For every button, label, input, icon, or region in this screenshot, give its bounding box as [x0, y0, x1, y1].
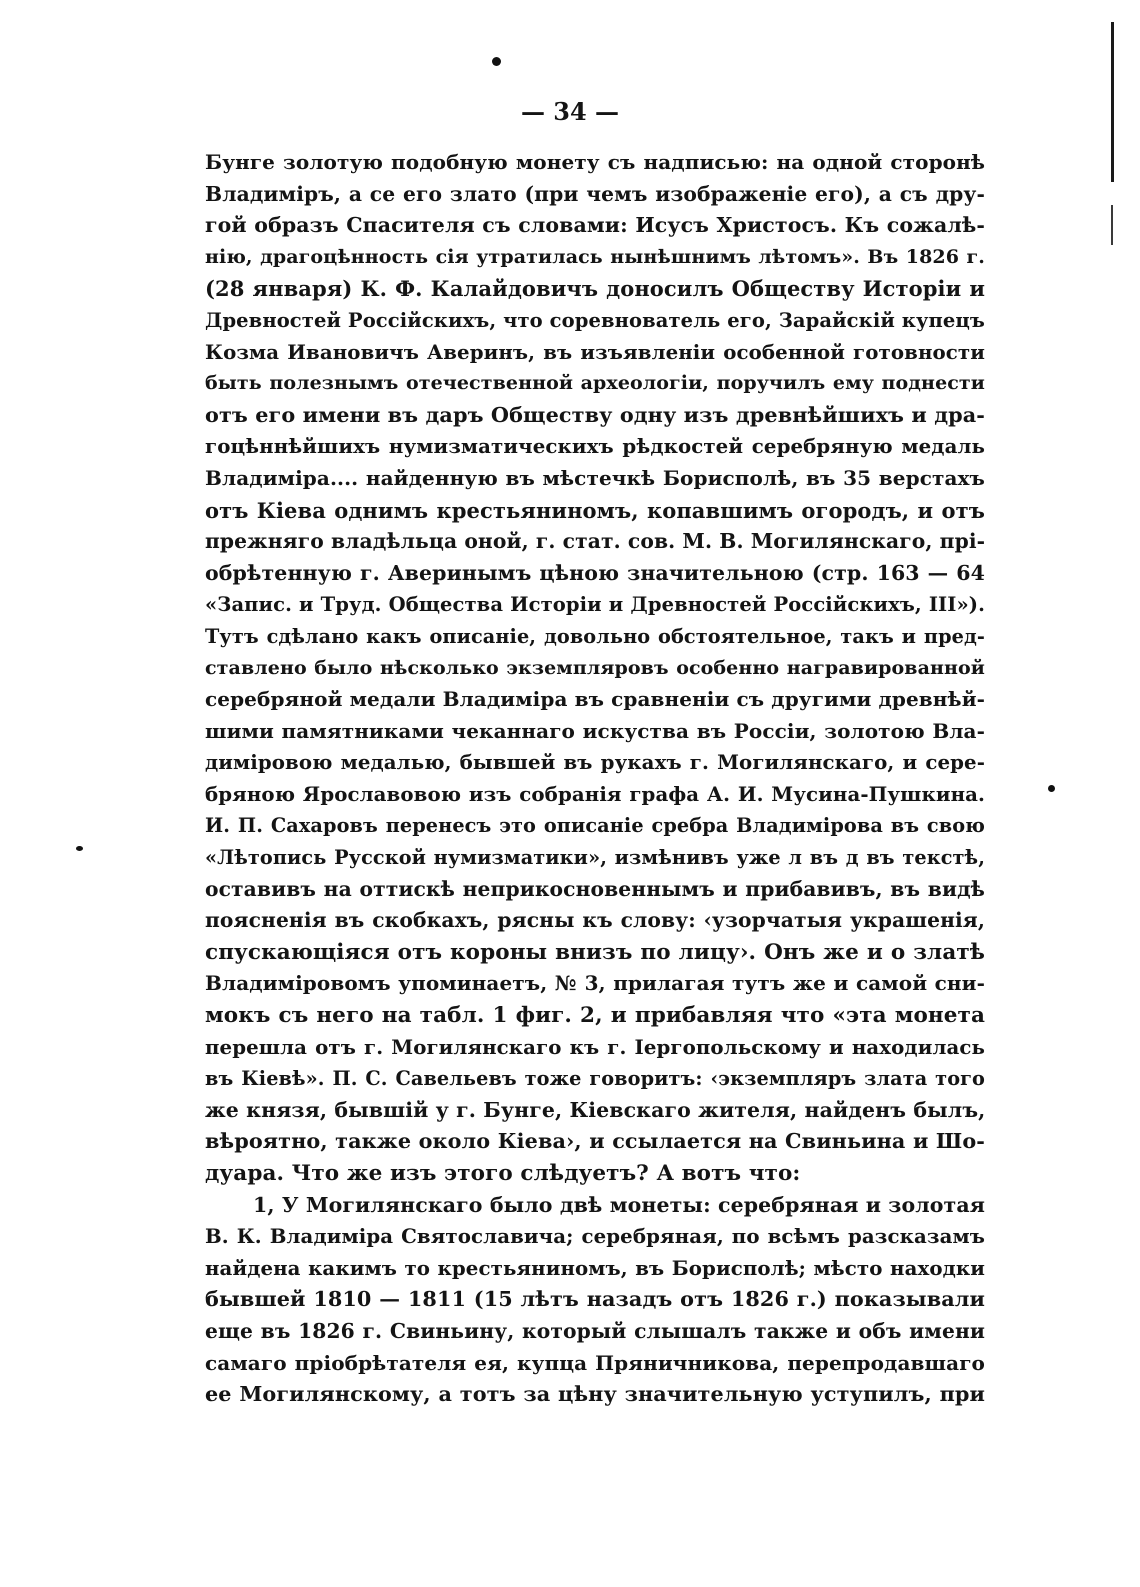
- text-line: вѣроятно, также около Кiева›, и ссылается на Свиньина и Шо-: [205, 1129, 985, 1154]
- text-line: серебряной медали Владимiра въ сравненiи съ другими древнѣй-: [205, 687, 985, 712]
- text-line: оставивъ на оттискѣ неприкосновеннымъ и прибавивъ, въ видѣ: [205, 876, 985, 901]
- text-line: Владимiра.... найденную въ мѣстечкѣ Борисполѣ, въ 35 верстахъ: [205, 465, 985, 490]
- text-line: Древностей Россiйскихъ, что соревнователь его, Зарайскiй купецъ: [205, 308, 985, 332]
- text-line: перешла отъ г. Могилянскаго къ г. Iергопольскому и находилась: [205, 1034, 985, 1059]
- text-line: димiровою медалью, бывшей въ рукахъ г. Могилянскаго, и сере-: [205, 750, 985, 775]
- page-number: — 34 —: [520, 97, 620, 126]
- text-line: И. П. Сахаровъ перенесъ это описанiе сребра Владимiрова въ свою: [205, 814, 985, 838]
- text-line: прежняго владѣльца оной, г. стат. сов. М. В. Могилянскаго, прi-: [205, 529, 985, 554]
- ink-speck: [76, 846, 83, 851]
- text-line: гоцѣннѣйшихъ нумизматическихъ рѣдкостей серебряную медаль: [205, 434, 985, 459]
- text-line: найдена какимъ то крестьяниномъ, въ Борисполѣ; мѣсто находки: [205, 1255, 985, 1280]
- text-line: Владимiровомъ упоминаетъ, № 3, прилагая тутъ же и самой сни-: [205, 971, 985, 996]
- text-line: Тутъ сдѣлано какъ описанiе, довольно обстоятельное, такъ и пред-: [205, 624, 985, 648]
- text-line: (28 января) К. Ф. Калайдовичъ доносилъ Обществу Исторiи и: [205, 276, 985, 302]
- text-line: поясненiя въ скобкахъ, рясны къ слову: ‹узорчатыя украшенiя,: [205, 908, 985, 933]
- text-line: «Запис. и Труд. Общества Исторiи и Древностей Россiйскихъ, III»).: [205, 593, 985, 617]
- text-line: мокъ съ него на табл. 1 фиг. 2, и прибавляя что «эта монета: [205, 1003, 985, 1029]
- ink-speck: [492, 57, 501, 66]
- text-line: нiю, драгоцѣнность сiя утратилась нынѣшнимъ лѣтомъ». Въ 1826 г.: [205, 245, 985, 268]
- text-line: бывшей 1810 — 1811 (15 лѣтъ назадъ отъ 1826 г.) показывали: [205, 1287, 985, 1312]
- text-line: спускающiяся отъ короны внизъ по лицу›. Онъ же и о златѣ: [205, 939, 985, 965]
- text-line: «Лѣтопись Русской нумизматики», измѣнивъ уже л въ д въ текстѣ,: [205, 846, 985, 870]
- text-line: гой образъ Спасителя съ словами: Исусъ Христосъ. Къ сожалѣ-: [205, 213, 985, 238]
- body-text: [205, 147, 985, 1411]
- text-line: отъ Кiева однимъ крестьяниномъ, копавшимъ огородъ, и отъ: [205, 497, 985, 523]
- text-line: Бунге золотую подобную монету съ надписью: на одной сторонѣ: [205, 150, 985, 174]
- text-line: 1, У Могилянскаго было двѣ монеты: серебряная и золотая: [253, 1192, 985, 1217]
- text-line: Козма Ивановичъ Аверинъ, въ изъявленiи особенной готовности: [205, 339, 985, 364]
- text-line: еще въ 1826 г. Свиньину, который слышалъ также и объ имени: [205, 1318, 985, 1343]
- text-line: ее Могилянскому, а тотъ за цѣну значительную уступилъ, при: [205, 1382, 985, 1407]
- text-line: же князя, бывшiй у г. Бунге, Кiевскаго жителя, найденъ былъ,: [205, 1097, 985, 1122]
- text-line: ставлено было нѣсколько экземпляровъ особенно награвированной: [205, 656, 985, 679]
- text-line: Владимiръ, а се его злато (при чемъ изображенiе его), а съ дру-: [205, 181, 985, 206]
- text-line: обрѣтенную г. Аверинымъ цѣною значительною (стр. 163 — 64: [205, 560, 985, 585]
- text-line: дуара. Что же изъ этого слѣдуетъ? А вотъ что:: [205, 1161, 801, 1186]
- text-line: В. К. Владимiра Святославича; серебряная, по всѣмъ разсказамъ: [205, 1224, 985, 1249]
- text-line: шими памятниками чеканнаго искуства въ Россiи, золотою Вла-: [205, 718, 985, 743]
- text-line: отъ его имени въ даръ Обществу одну изъ древнѣйшихъ и дра-: [205, 402, 985, 427]
- text-line: самаго прiобрѣтателя ея, купца Пряничникова, перепродавшаго: [205, 1350, 985, 1375]
- text-line: быть полезнымъ отечественной археологiи, поручилъ ему поднести: [205, 372, 985, 395]
- scan-edge-line-lower: [1111, 205, 1113, 245]
- text-line: въ Кiевѣ». П. С. Савельевъ тоже говоритъ: ‹экземпляръ злата того: [205, 1067, 985, 1091]
- text-line: бряною Ярославовою изъ собранiя графа А. И. Мусина-Пушкина.: [205, 781, 985, 806]
- ink-speck: [1048, 785, 1055, 792]
